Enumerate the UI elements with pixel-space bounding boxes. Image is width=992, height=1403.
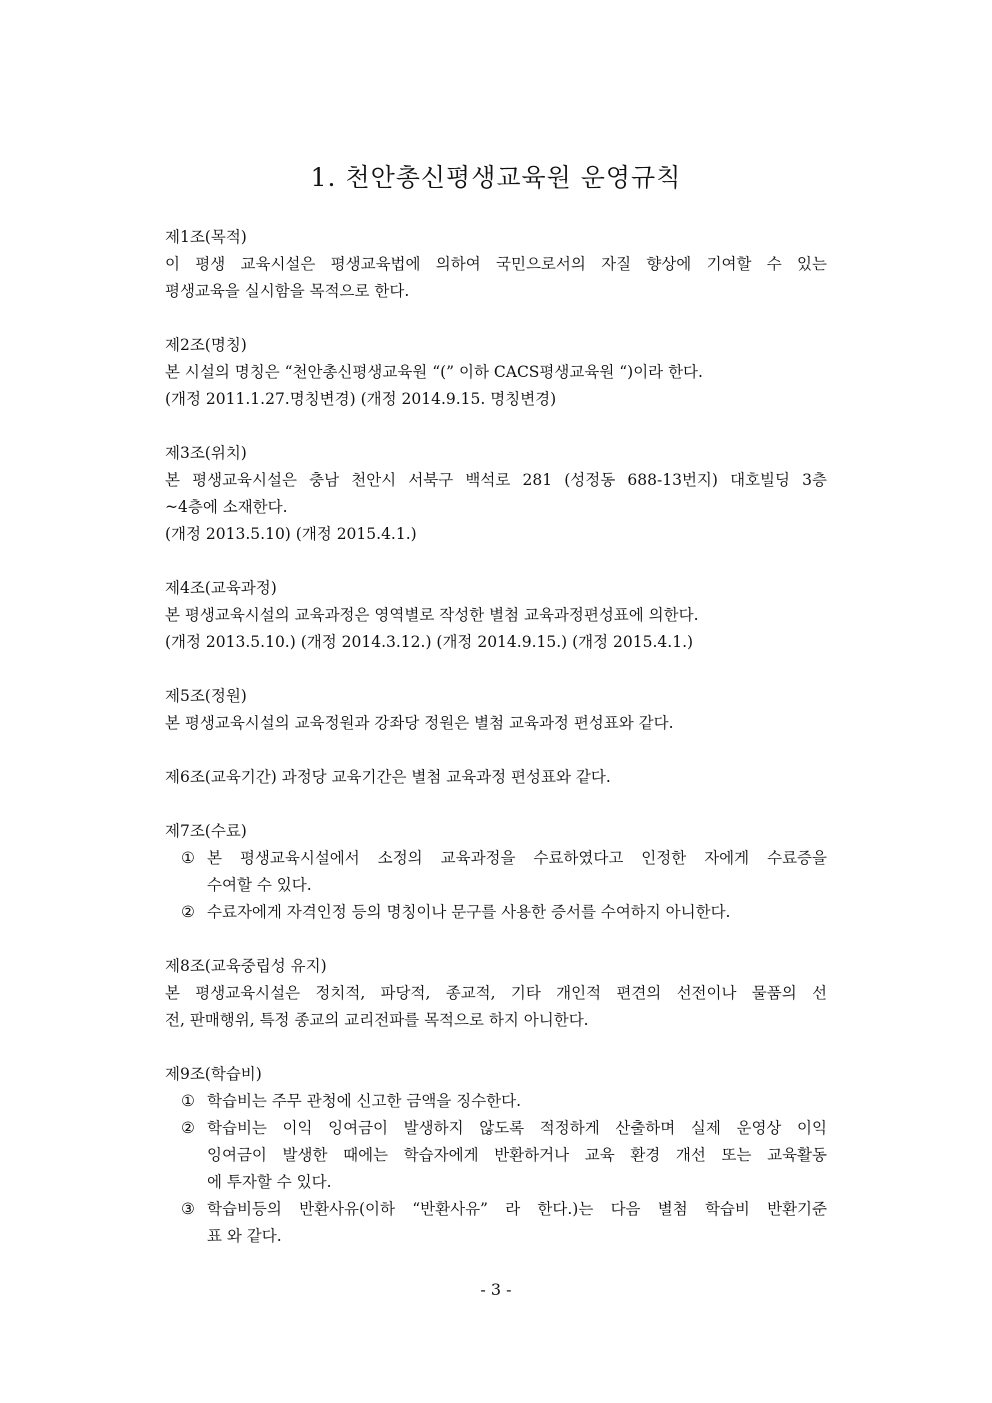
article-text-line: ~4층에 소재한다. [165, 498, 288, 516]
item-text-line: 학습비등의 반환사유(이하 “반환사유” 라 한다.)는 다음 별첨 학습비 반환기준 [207, 1200, 827, 1218]
article-text-line: (개정 2011.1.27.명칭변경) (개정 2014.9.15. 명칭변경) [165, 390, 557, 408]
list-item [165, 1115, 827, 1196]
article-2 [165, 332, 827, 413]
article-heading: 제6조(교육기간) 과정당 교육기간은 별첨 교육과정 편성표와 같다. [165, 768, 611, 786]
item-text-line: 본 평생교육시설에서 소정의 교육과정을 수료하였다고 인정한 자에게 수료증을 [207, 849, 827, 867]
article-text-line: 이 평생 교육시설은 평생교육법에 의하여 국민으로서의 자질 향상에 기여할 수 있는 [165, 255, 827, 273]
list-item [165, 1196, 827, 1250]
article-heading: 제7조(수료) [165, 822, 247, 840]
article-text-line: (개정 2013.5.10) (개정 2015.4.1.) [165, 525, 417, 543]
article-text-line: 본 평생교육시설의 교육정원과 강좌당 정원은 별첨 교육과정 편성표와 같다. [165, 714, 674, 732]
article-text-line: 평생교육을 실시함을 목적으로 한다. [165, 282, 410, 300]
article-8 [165, 953, 827, 1034]
item-number: ③ [181, 1200, 195, 1218]
article-heading: 제5조(정원) [165, 687, 247, 705]
item-text-line: 학습비는 주무 관청에 신고한 금액을 징수한다. [207, 1092, 522, 1110]
article-text-line: 본 평생교육시설은 충남 천안시 서북구 백석로 281 (성정동 688-13번지) 대호빌딩 3층 [165, 471, 827, 489]
item-number: ① [181, 849, 195, 867]
document-body [165, 224, 827, 1277]
item-number: ② [181, 1119, 195, 1137]
item-text-line: 에 투자할 수 있다. [207, 1173, 332, 1191]
list-item [165, 899, 827, 926]
list-item [165, 845, 827, 899]
article-heading: 제2조(명칭) [165, 336, 247, 354]
article-text-line: 전, 판매행위, 특정 종교의 교리전파를 목적으로 하지 아니한다. [165, 1011, 589, 1029]
article-7 [165, 818, 827, 926]
article-4 [165, 575, 827, 656]
article-6 [165, 764, 827, 791]
article-heading: 제4조(교육과정) [165, 579, 277, 597]
item-text-line: 수료자에게 자격인정 등의 명칭이나 문구를 사용한 증서를 수여하지 아니한다. [207, 903, 731, 921]
document-title: 1. 천안총신평생교육원 운영규칙 [310, 163, 682, 192]
article-1 [165, 224, 827, 305]
item-text-line: 표 와 같다. [207, 1227, 282, 1245]
item-number: ② [181, 903, 195, 921]
item-text-line: 학습비는 이익 잉여금이 발생하지 않도록 적정하게 산출하며 실제 운영상 이익 [207, 1119, 827, 1137]
article-heading: 제9조(학습비) [165, 1065, 262, 1083]
page-number: - 3 - [480, 1280, 512, 1299]
article-heading: 제1조(목적) [165, 228, 247, 246]
article-heading: 제3조(위치) [165, 444, 247, 462]
item-text-line: 수여할 수 있다. [207, 876, 312, 894]
article-text-line: (개정 2013.5.10.) (개정 2014.3.12.) (개정 2014.9.15.) (개정 2015.4.1.) [165, 633, 694, 651]
list-item [165, 1088, 827, 1115]
article-text-line: 본 평생교육시설의 교육과정은 영역별로 작성한 별첨 교육과정편성표에 의한다. [165, 606, 699, 624]
article-text-line: 본 시설의 명칭은 “천안총신평생교육원 “(” 이하 CACS평생교육원 “)이라 한다. [165, 363, 703, 381]
article-text-line: 본 평생교육시설은 정치적, 파당적, 종교적, 기타 개인적 편견의 선전이나 물품의 선 [165, 984, 827, 1002]
item-number: ① [181, 1092, 195, 1110]
article-heading: 제8조(교육중립성 유지) [165, 957, 327, 975]
article-5 [165, 683, 827, 737]
item-text-line: 잉여금이 발생한 때에는 학습자에게 반환하거나 교육 환경 개선 또는 교육활동 [207, 1146, 827, 1164]
article-9 [165, 1061, 827, 1250]
article-3 [165, 440, 827, 548]
